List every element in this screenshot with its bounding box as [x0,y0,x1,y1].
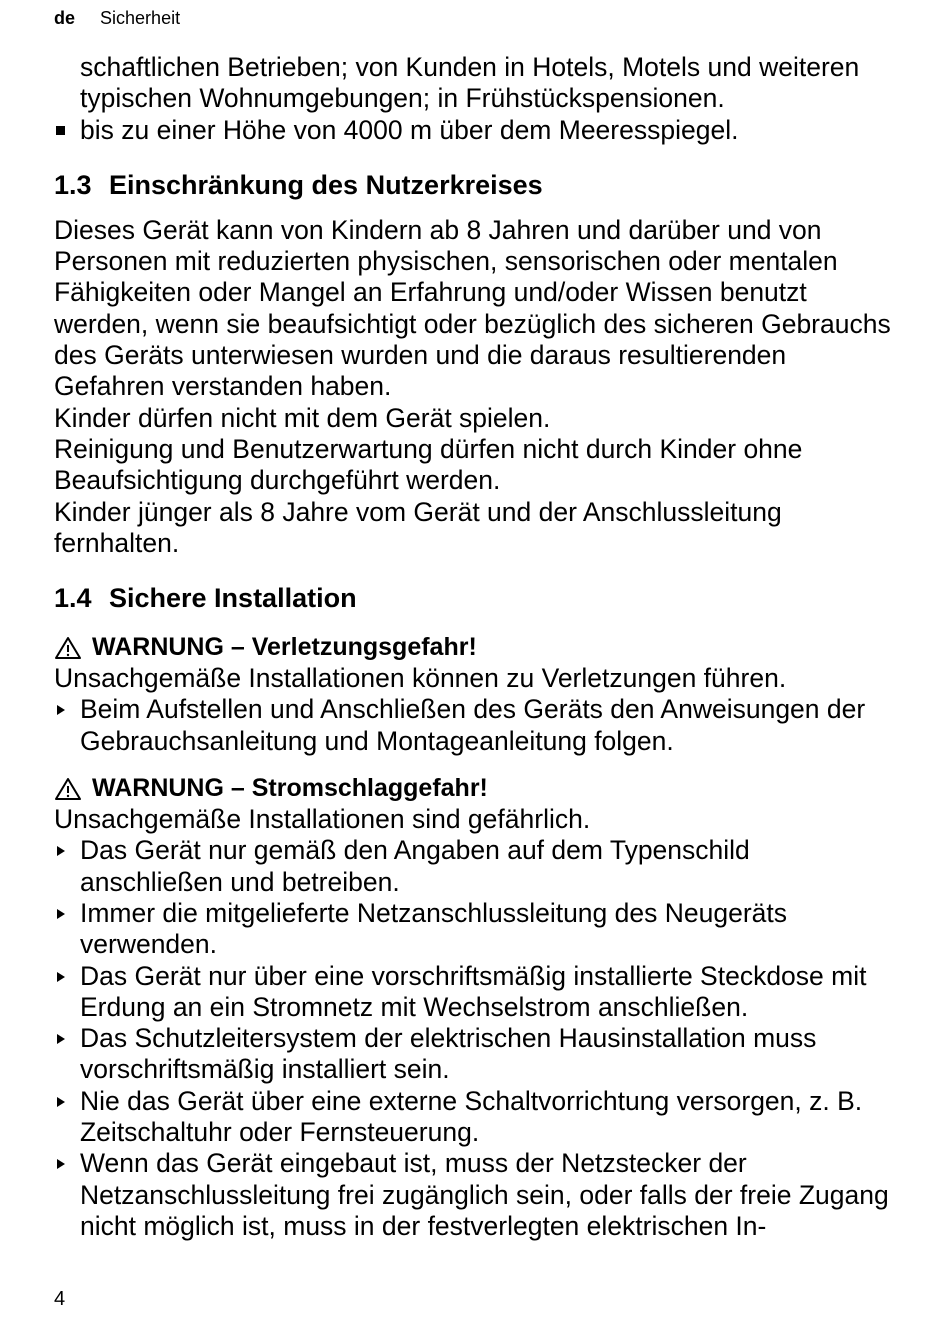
page-header [54,8,180,29]
warning-block-injury [54,632,894,757]
instruction-item: Das Schutzleitersystem der elektrischen Hausinstallation muss vorschriftsmäßig installiert sein. [54,1023,894,1086]
warning-triangle-icon [54,636,82,660]
instruction-item: Beim Aufstellen und Anschließen des Geräts den Anweisungen der Gebrauchsanleitung und Montageanleitung folgen. [54,694,894,757]
warning-heading [54,773,894,804]
paragraph: Dieses Gerät kann von Kindern ab 8 Jahren und darüber und von Personen mit reduzierten physischen, sensorischen oder mentalen Fähigkeiten oder Mangel an Erfahrung und/oder Wissen benutzt werden, wenn sie beaufsichtigt oder bezüglich des sicheren Gebrauchs des Geräts unterwiesen wurden und die daraus resultierenden Gefahren verstanden haben. [54,214,891,402]
intro-bullet: bis zu einer Höhe von 4000 m über dem Meeresspiegel. [54,115,894,146]
warning-text: Unsachgemäße Installationen können zu Verletzungen führen. [54,663,787,694]
instruction-item: Das Gerät nur über eine vorschriftsmäßig installierte Steckdose mit Erdung an ein Stromnetz mit Wechselstrom anschließen. [54,961,894,1024]
paragraph: Kinder jünger als 8 Jahre vom Gerät und der Anschlussleitung fernhalten. [54,496,782,558]
paragraph: Kinder dürfen nicht mit dem Gerät spielen. [54,402,551,433]
warning-triangle-icon [54,777,82,801]
instruction-item: Das Gerät nur gemäß den Angaben auf dem Typenschild anschließen und betreiben. [54,835,894,898]
section-1-3-heading [54,169,894,201]
warning-block-electric-shock [54,773,894,1242]
page-number: 4 [54,1288,66,1310]
instruction-item: Nie das Gerät über eine externe Schaltvorrichtung versorgen, z. B. Zeitschaltuhr oder Fernsteuerung. [54,1086,894,1149]
section-number: 1.4 [54,583,92,614]
warning-title: WARNUNG – Stromschlaggefahr! [92,774,488,803]
section-title: Einschränkung des Nutzerkreises [109,169,543,200]
warning-title: WARNUNG – Verletzungsgefahr! [92,633,477,662]
warning-text: Unsachgemäße Installationen sind gefährlich. [54,804,591,835]
warning-heading [54,632,894,663]
page-content [54,52,894,1242]
section-number: 1.3 [54,169,92,200]
section-1-4-heading [54,582,894,614]
instruction-item: Immer die mitgelieferte Netzanschlussleitung des Neugeräts verwenden. [54,898,894,961]
section-title: Sichere Installation [109,583,357,614]
instruction-item: Wenn das Gerät eingebaut ist, muss der Netzstecker der Netzanschlussleitung frei zugänglich sein, oder falls der freie Zugang nicht möglich ist, muss in der festverlegten elektrischen In- [54,1148,894,1242]
intro-continuation: schaftlichen Betrieben; von Kunden in Hotels, Motels und weiteren typischen Wohnumgebungen; in Frühstückspensionen. [80,52,860,114]
section-name: Sicherheit [100,8,181,28]
paragraph: Reinigung und Benutzerwartung dürfen nicht durch Kinder ohne Beaufsichtigung durchgeführt werden. [54,433,803,496]
language-code: de [54,8,76,28]
